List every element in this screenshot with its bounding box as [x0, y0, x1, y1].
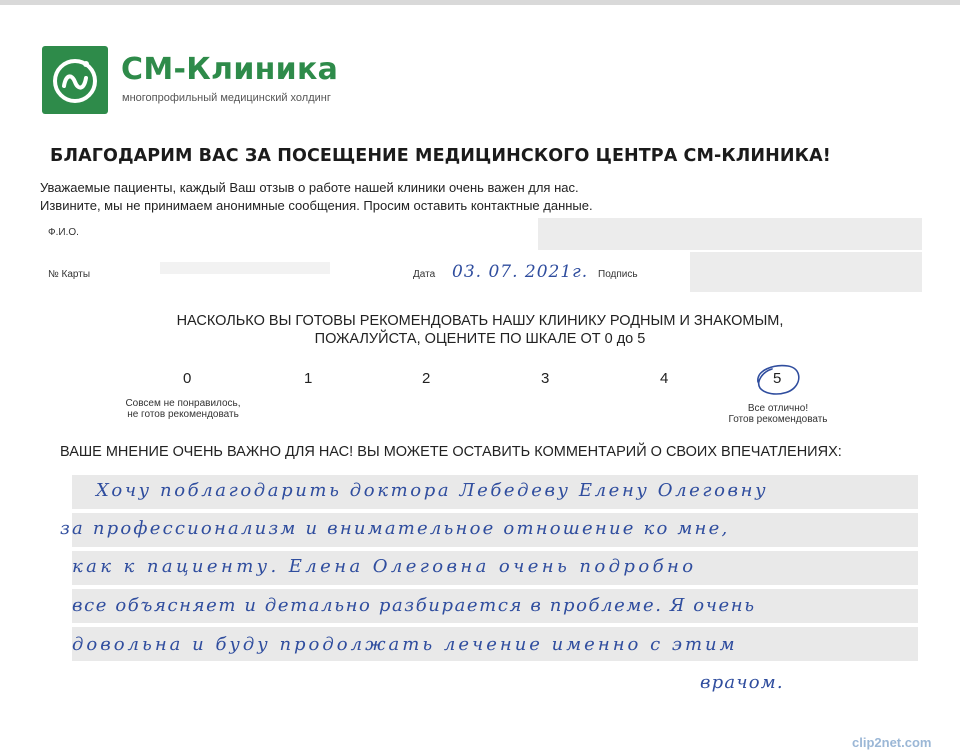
- scale-option-3[interactable]: 3: [541, 370, 550, 387]
- top-border: [0, 0, 960, 5]
- watermark: clip2net.com: [852, 735, 932, 750]
- card-label: № Карты: [48, 269, 91, 280]
- scale-option-0[interactable]: 0: [183, 370, 192, 387]
- comment-line-1: Хочу поблагодарить доктора Лебедеву Елену Олеговну: [96, 480, 769, 501]
- comment-question: ВАШЕ МНЕНИЕ ОЧЕНЬ ВАЖНО ДЛЯ НАС! ВЫ МОЖЕТЕ ОСТАВИТЬ КОММЕНТАРИЙ О СВОИХ ВПЕЧАТЛЕНИЯХ:: [60, 444, 842, 460]
- comment-line-5: довольна и буду продолжать лечение именно с этим: [72, 634, 738, 655]
- selected-rating-circle: [750, 360, 804, 400]
- logo-name: СМ-Клиника: [121, 52, 339, 87]
- form-heading: БЛАГОДАРИМ ВАС ЗА ПОСЕЩЕНИЕ МЕДИЦИНСКОГО ЦЕНТРА СМ-КЛИНИКА!: [50, 146, 831, 166]
- date-label: Дата: [413, 269, 436, 280]
- scale-option-2[interactable]: 2: [422, 370, 431, 387]
- scale-option-1[interactable]: 1: [304, 370, 313, 387]
- comment-line-2: за профессионализм и внимательное отношение ко мне,: [60, 518, 730, 539]
- fio-label: Ф.И.О.: [48, 227, 79, 238]
- high-caption-line-2: Готов рекомендовать: [728, 414, 828, 425]
- low-caption-line-2: не готов рекомендовать: [127, 409, 239, 420]
- low-caption-line-1: Совсем не понравилось,: [125, 398, 241, 409]
- clinic-logo: [42, 46, 388, 116]
- card-field-shade: [160, 262, 330, 274]
- high-caption-line-1: Все отлично!: [747, 403, 809, 414]
- scale-low-caption: [118, 398, 248, 420]
- intro-text-1: Уважаемые пациенты, каждый Ваш отзыв о работе нашей клиники очень важен для нас.: [40, 180, 579, 195]
- intro-text-2: Извините, мы не принимаем анонимные сообщения. Просим оставить контактные данные.: [40, 198, 593, 213]
- comment-line-6: врачом.: [700, 672, 784, 693]
- comment-line-4: все объясняет и детально разбирается в проблеме. Я очень: [72, 595, 756, 616]
- rating-question-line-2: ПОЖАЛУЙСТА, ОЦЕНИТЕ ПО ШКАЛЕ ОТ 0 до 5: [314, 331, 646, 347]
- signature-label: Подпись: [598, 269, 638, 280]
- scale-option-5[interactable]: 5: [773, 370, 782, 387]
- logo-emblem-icon: [42, 46, 108, 114]
- scale-option-4[interactable]: 4: [660, 370, 669, 387]
- scale-high-caption: [716, 403, 840, 425]
- signature-field-shade: [690, 252, 922, 292]
- logo-subtitle: многопрофильный медицинский холдинг: [122, 92, 331, 104]
- rating-question-line-1: НАСКОЛЬКО ВЫ ГОТОВЫ РЕКОМЕНДОВАТЬ НАШУ КЛИНИКУ РОДНЫМ И ЗНАКОМЫМ,: [176, 313, 784, 329]
- fio-field-shade: [538, 218, 922, 250]
- date-value: 03. 07. 2021г.: [452, 262, 589, 282]
- comment-line-3: как к пациенту. Елена Олеговна очень подробно: [72, 556, 697, 577]
